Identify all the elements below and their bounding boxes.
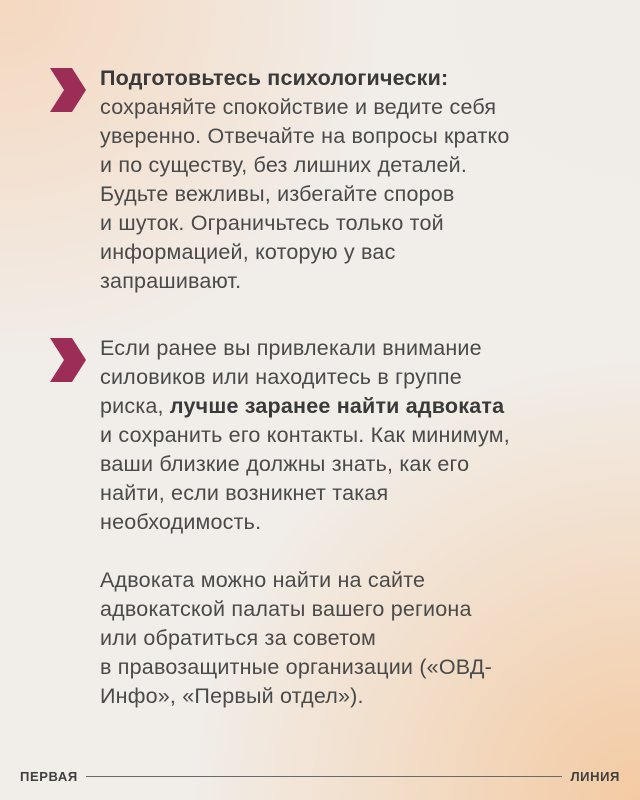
text-line: уверенно. Отвечайте на вопросы кратко bbox=[100, 124, 510, 148]
section-heading: Подготовьтесь психологически: bbox=[100, 66, 449, 90]
text-emphasis: лучше заранее найти адвоката bbox=[169, 394, 505, 418]
text-line: информацией, которую у вас bbox=[100, 240, 396, 264]
text-line: Адвоката можно найти на сайте bbox=[100, 568, 426, 592]
advice-block-psychology bbox=[100, 64, 610, 296]
advice-block-find-lawyer bbox=[100, 566, 610, 711]
text-line: найти, если возникнет такая bbox=[100, 481, 389, 505]
brand-right: ЛИНИЯ bbox=[570, 768, 620, 784]
text-line: ваши близкие должны знать, как его bbox=[100, 452, 470, 476]
text-line: или обратиться за советом bbox=[100, 626, 377, 650]
text-plain: риска, bbox=[100, 394, 170, 418]
text-line: силовиков или находитесь в группе bbox=[100, 365, 462, 389]
text-line: и сохранить его контакты. Как минимум, bbox=[100, 423, 510, 447]
footer-brand bbox=[20, 766, 620, 786]
chevron-right-icon bbox=[50, 68, 86, 112]
text-line: необходимость. bbox=[100, 510, 262, 534]
text-line-mixed bbox=[100, 392, 610, 421]
text-line: Инфо», «Первый отдел»). bbox=[100, 684, 364, 708]
text-line: Если ранее вы привлекали внимание bbox=[100, 336, 482, 360]
text-line: адвокатской палаты вашего региона bbox=[100, 597, 472, 621]
footer-divider bbox=[86, 776, 563, 777]
chevron-right-icon bbox=[50, 338, 86, 382]
text-line: сохраняйте спокойствие и ведите себя bbox=[100, 95, 497, 119]
text-line: и шуток. Ограничьтесь только той bbox=[100, 211, 444, 235]
text-line: Будьте вежливы, избегайте споров bbox=[100, 182, 455, 206]
text-line: запрашивают. bbox=[100, 269, 242, 293]
text-line: и по существу, без лишних деталей. bbox=[100, 153, 467, 177]
advice-block-lawyer bbox=[100, 334, 610, 537]
text-line: в правозащитные организации («ОВД- bbox=[100, 655, 492, 679]
brand-left: ПЕРВАЯ bbox=[20, 768, 78, 784]
